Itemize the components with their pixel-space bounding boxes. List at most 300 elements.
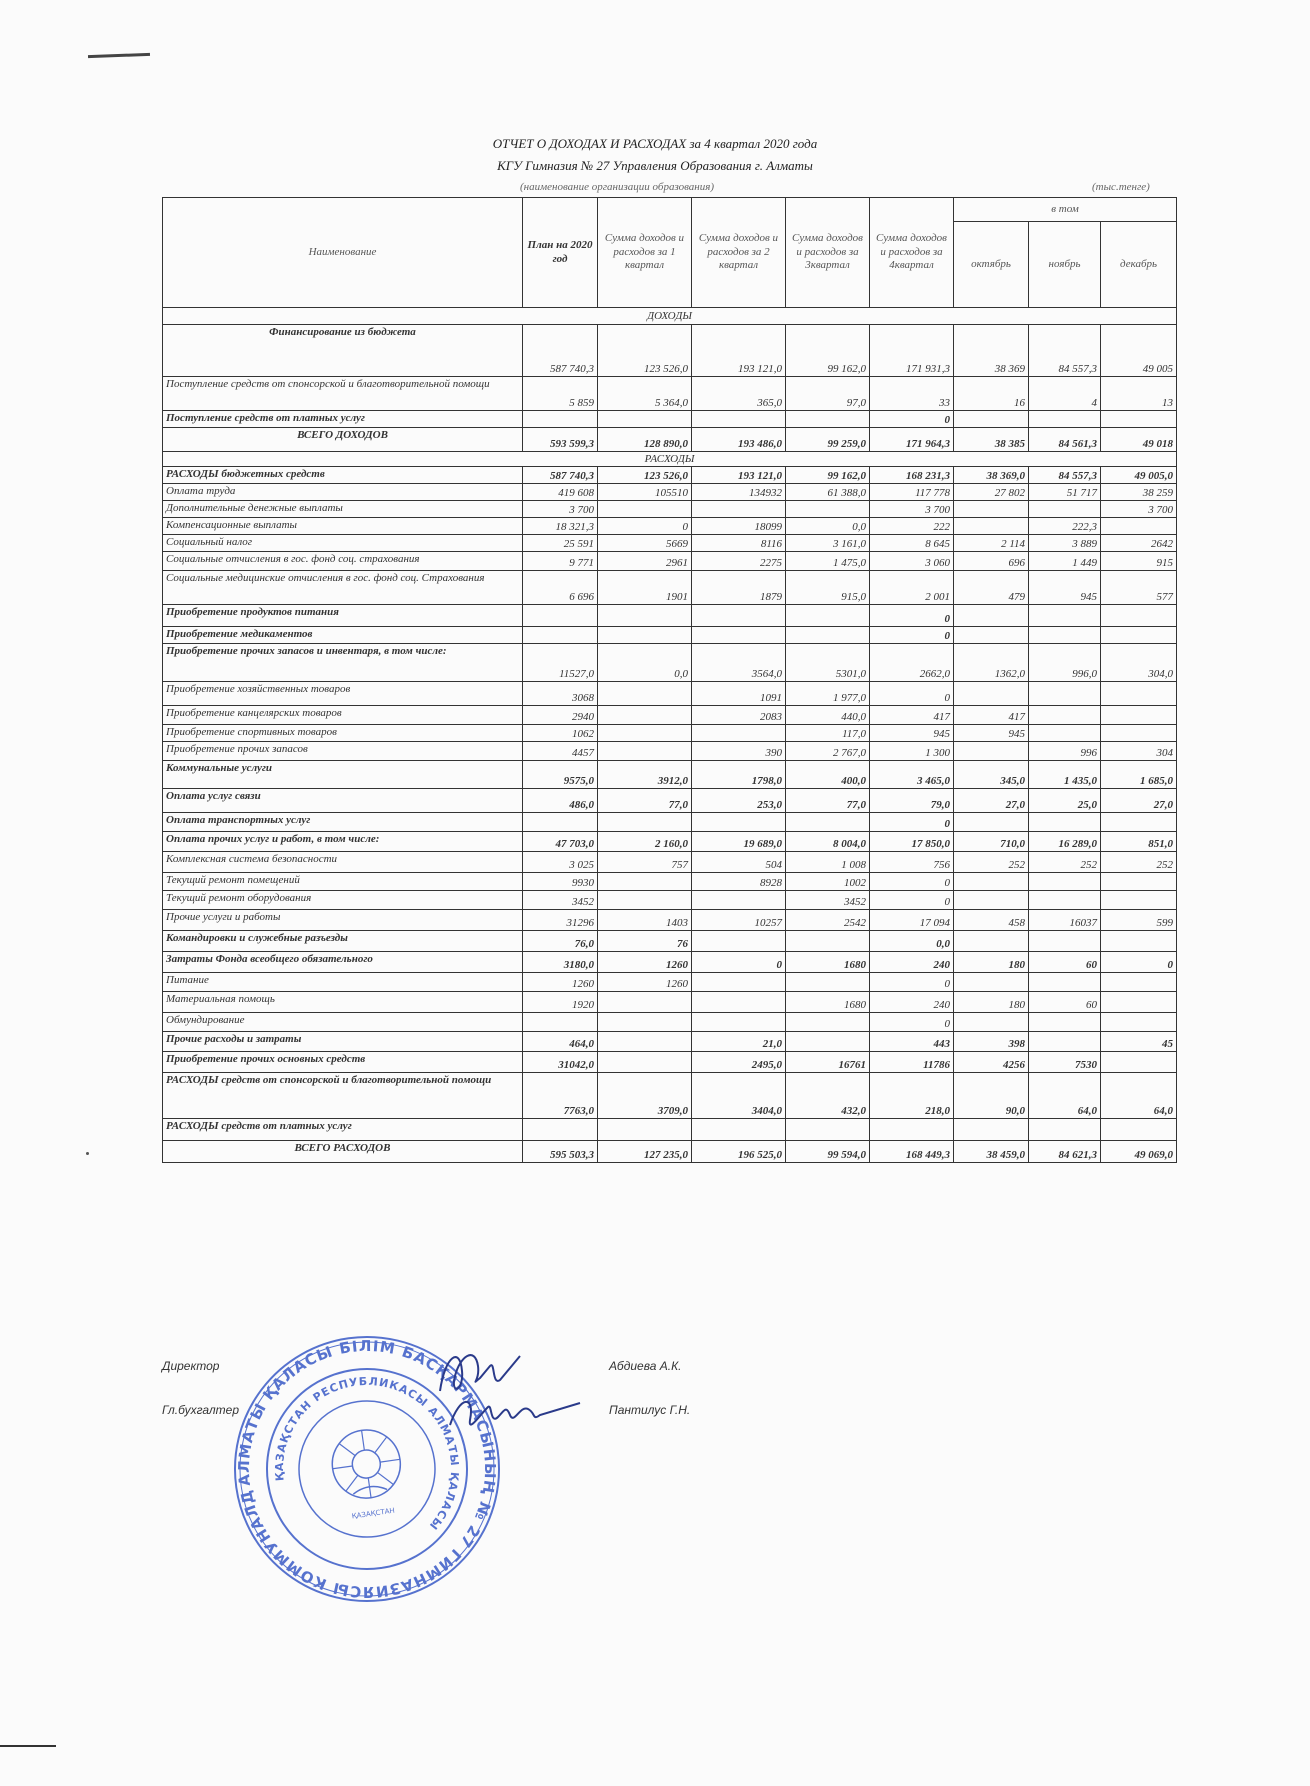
cell-q2: 193 121,0 [692,325,786,377]
cell-q1 [598,725,692,742]
cell-q4: 218,0 [870,1073,954,1119]
row-name: Коммунальные услуги [163,761,523,789]
cell-q2 [692,891,786,910]
cell-q4: 2662,0 [870,644,954,682]
cell-q3: 3452 [786,891,870,910]
cell-dec [1101,1013,1177,1032]
table-row [163,910,1177,931]
cell-plan: 1260 [523,973,598,992]
cell-q3: 1680 [786,952,870,973]
table-row [163,1032,1177,1052]
seal-center-text: ҚАЗАҚСТАН [351,1506,396,1521]
table-row [163,973,1177,992]
cell-oct [954,411,1029,428]
cell-plan: 31296 [523,910,598,931]
row-name: Компенсационные выплаты [163,518,523,535]
seal-inner-text: ҚАЗАҚСТАН РЕСПУБЛИКАСЫ АЛМАТЫ ҚАЛАСЫ [272,1374,462,1533]
cell-dec: 304,0 [1101,644,1177,682]
seal-outer-text: АЛМАТЫ ҚАЛАСЫ БІЛІМ БАСҚАРМАСЫНЫҢ № 27 ГИМНАЗИЯСЫ КОММУНАЛДЫҚ [234,1336,500,1602]
cell-q4: 0 [870,873,954,891]
director-label: Директор [162,1359,220,1373]
header-q2: Сумма доходов и расходов за 2 квартал [692,198,786,308]
cell-oct: 252 [954,852,1029,873]
row-name: Приобретение прочих запасов [163,742,523,761]
cell-q2 [692,501,786,518]
row-name: Оплата прочих услуг и работ, в том числе: [163,832,523,852]
cell-plan [523,605,598,627]
cell-q3: 99 594,0 [786,1141,870,1163]
cell-q4: 3 465,0 [870,761,954,789]
cell-oct: 2 114 [954,535,1029,552]
cell-nov [1029,891,1101,910]
cell-q1: 5 364,0 [598,377,692,411]
cell-nov: 51 717 [1029,484,1101,501]
cell-nov: 64,0 [1029,1073,1101,1119]
cell-oct: 1362,0 [954,644,1029,682]
cell-dec [1101,873,1177,891]
cell-plan [523,813,598,832]
cell-oct: 38 369 [954,325,1029,377]
cell-nov [1029,411,1101,428]
director-name: Абдиева А.К. [609,1359,682,1373]
row-name: Приобретение продуктов питания [163,605,523,627]
section-title: РАСХОДЫ [163,452,1177,467]
table-row [163,325,1177,377]
cell-oct [954,682,1029,706]
cell-q4: 117 778 [870,484,954,501]
cell-q3 [786,627,870,644]
cell-oct [954,973,1029,992]
cell-nov: 945 [1029,571,1101,605]
cell-q4: 79,0 [870,789,954,813]
cell-dec: 304 [1101,742,1177,761]
cell-dec [1101,605,1177,627]
cell-plan [523,627,598,644]
cell-q3 [786,931,870,952]
cell-q1: 3912,0 [598,761,692,789]
table-row [163,891,1177,910]
cell-plan: 3 700 [523,501,598,518]
row-name: Оплата труда [163,484,523,501]
header-oct: октябрь [954,222,1029,308]
table-row [163,706,1177,725]
cell-q2 [692,1119,786,1141]
cell-oct: 38 369,0 [954,467,1029,484]
row-name: Приобретение канцелярских товаров [163,706,523,725]
cell-q4: 2 001 [870,571,954,605]
cell-nov: 60 [1029,992,1101,1013]
cell-q1 [598,1119,692,1141]
row-name: Комплексная система безопасности [163,852,523,873]
row-name: Поступление средств от платных услуг [163,411,523,428]
cell-q4: 168 231,3 [870,467,954,484]
cell-dec [1101,706,1177,725]
cell-oct [954,742,1029,761]
cell-nov: 60 [1029,952,1101,973]
row-name: Затраты Фонда всеобщего обязательного [163,952,523,973]
cell-q3 [786,411,870,428]
header-q4: Сумма доходов и расходов за 4квартал [870,198,954,308]
table-row [163,992,1177,1013]
cell-oct [954,518,1029,535]
cell-q3: 1 977,0 [786,682,870,706]
table-row [163,571,1177,605]
accountant-name: Пантилус Г.Н. [609,1403,691,1417]
row-name: Социальные отчисления в гос. фонд соц. страхования [163,552,523,571]
cell-nov [1029,873,1101,891]
cell-dec: 577 [1101,571,1177,605]
cell-plan: 419 608 [523,484,598,501]
cell-oct: 458 [954,910,1029,931]
row-name: Дополнительные денежные выплаты [163,501,523,518]
cell-dec: 915 [1101,552,1177,571]
row-name: Оплата транспортных услуг [163,813,523,832]
cell-q1 [598,891,692,910]
cell-oct [954,501,1029,518]
cell-q1: 0,0 [598,644,692,682]
row-name: Командировки и служебные разъезды [163,931,523,952]
cell-nov: 84 621,3 [1029,1141,1101,1163]
cell-q1 [598,627,692,644]
cell-q1 [598,992,692,1013]
cell-q2: 2495,0 [692,1052,786,1073]
cell-q1 [598,873,692,891]
cell-dec: 0 [1101,952,1177,973]
cell-q3: 16761 [786,1052,870,1073]
cell-oct [954,891,1029,910]
cell-q3: 915,0 [786,571,870,605]
cell-q2: 2275 [692,552,786,571]
cell-q2 [692,931,786,952]
table-row [163,952,1177,973]
cell-q1: 76 [598,931,692,952]
row-name: Поступление средств от спонсорской и благотворительной помощи [163,377,523,411]
cell-oct [954,873,1029,891]
table-row [163,725,1177,742]
cell-plan: 3 025 [523,852,598,873]
cell-q3: 61 388,0 [786,484,870,501]
cell-plan: 3068 [523,682,598,706]
cell-oct: 945 [954,725,1029,742]
row-name: ВСЕГО РАСХОДОВ [163,1141,523,1163]
cell-q3: 2542 [786,910,870,931]
cell-dec: 2642 [1101,535,1177,552]
cell-q1: 2961 [598,552,692,571]
report-title: ОТЧЕТ О ДОХОДАХ И РАСХОДАХ за 4 квартал 2020 года [492,136,818,151]
cell-q2: 21,0 [692,1032,786,1052]
row-name: Приобретение прочих запасов и инвентаря, в том числе: [163,644,523,682]
cell-q2: 8928 [692,873,786,891]
cell-q1 [598,411,692,428]
cell-q4: 240 [870,992,954,1013]
cell-q3 [786,1032,870,1052]
table-row [163,518,1177,535]
table-row [163,1052,1177,1073]
cell-q2 [692,813,786,832]
row-name: ВСЕГО ДОХОДОВ [163,428,523,452]
cell-q2: 18099 [692,518,786,535]
cell-q2: 196 525,0 [692,1141,786,1163]
cell-dec [1101,931,1177,952]
cell-q3 [786,1119,870,1141]
cell-plan: 5 859 [523,377,598,411]
cell-q4: 17 850,0 [870,832,954,852]
cell-nov: 3 889 [1029,535,1101,552]
cell-q3: 99 162,0 [786,467,870,484]
cell-q4: 3 700 [870,501,954,518]
cell-q2: 0 [692,952,786,973]
cell-dec [1101,682,1177,706]
table-row [163,627,1177,644]
cell-plan: 11527,0 [523,644,598,682]
cell-q3: 432,0 [786,1073,870,1119]
cell-q4: 443 [870,1032,954,1052]
cell-nov [1029,605,1101,627]
cell-q4: 1 300 [870,742,954,761]
cell-q2: 134932 [692,484,786,501]
cell-plan: 31042,0 [523,1052,598,1073]
cell-nov: 84 561,3 [1029,428,1101,452]
cell-q4: 0 [870,973,954,992]
cell-q4: 11786 [870,1052,954,1073]
header-dec: декабрь [1101,222,1177,308]
cell-q3: 1 008 [786,852,870,873]
row-name: РАСХОДЫ средств от спонсорской и благотворительной помощи [163,1073,523,1119]
cell-q3: 99 162,0 [786,325,870,377]
cell-q3: 440,0 [786,706,870,725]
cell-q1 [598,1013,692,1032]
table-row [163,377,1177,411]
cell-q2: 8116 [692,535,786,552]
cell-q1: 105510 [598,484,692,501]
row-name: Материальная помощь [163,992,523,1013]
cell-nov [1029,1119,1101,1141]
header-plan: План на 2020 год [523,198,598,308]
row-name: РАСХОДЫ средств от платных услуг [163,1119,523,1141]
cell-q4: 417 [870,706,954,725]
cell-q2: 3564,0 [692,644,786,682]
cell-plan: 9930 [523,873,598,891]
cell-q4: 17 094 [870,910,954,931]
cell-dec [1101,411,1177,428]
cell-nov: 1 435,0 [1029,761,1101,789]
cell-dec [1101,725,1177,742]
header-nov: ноябрь [1029,222,1101,308]
cell-q3 [786,501,870,518]
table-row [163,832,1177,852]
cell-dec [1101,891,1177,910]
cell-dec: 38 259 [1101,484,1177,501]
cell-plan: 1062 [523,725,598,742]
cell-q3: 400,0 [786,761,870,789]
cell-oct: 180 [954,952,1029,973]
cell-nov: 84 557,3 [1029,467,1101,484]
cell-q2: 253,0 [692,789,786,813]
cell-q2 [692,1013,786,1032]
row-name: Приобретение прочих основных средств [163,1052,523,1073]
cell-q4: 240 [870,952,954,973]
cell-q4: 0 [870,1013,954,1032]
scan-artifact [0,1745,56,1747]
cell-q1 [598,682,692,706]
cell-dec: 599 [1101,910,1177,931]
cell-q3: 8 004,0 [786,832,870,852]
cell-dec: 252 [1101,852,1177,873]
cell-dec [1101,627,1177,644]
cell-q1: 77,0 [598,789,692,813]
table-row [163,644,1177,682]
cell-q3: 1680 [786,992,870,1013]
row-name: Приобретение хозяйственных товаров [163,682,523,706]
cell-plan: 593 599,3 [523,428,598,452]
scan-artifact [88,53,150,58]
cell-oct: 417 [954,706,1029,725]
cell-q1 [598,1032,692,1052]
section-income [163,308,1177,325]
cell-plan: 587 740,3 [523,325,598,377]
cell-nov [1029,931,1101,952]
section-expense [163,452,1177,467]
cell-q2 [692,605,786,627]
cell-dec: 851,0 [1101,832,1177,852]
organization-name: КГУ Гимназия № 27 Управления Образования г. Алматы [497,158,813,173]
cell-plan: 76,0 [523,931,598,952]
cell-q1: 123 526,0 [598,467,692,484]
table-row [163,873,1177,891]
cell-oct [954,1013,1029,1032]
cell-oct: 4256 [954,1052,1029,1073]
cell-q4: 0 [870,627,954,644]
cell-q3: 5301,0 [786,644,870,682]
cell-plan: 464,0 [523,1032,598,1052]
cell-q3: 2 767,0 [786,742,870,761]
cell-nov: 1 449 [1029,552,1101,571]
cell-dec [1101,992,1177,1013]
cell-q3: 97,0 [786,377,870,411]
cell-q4: 0 [870,605,954,627]
cell-q4: 3 060 [870,552,954,571]
cell-q1 [598,813,692,832]
cell-q2: 10257 [692,910,786,931]
cell-oct: 710,0 [954,832,1029,852]
cell-q4: 0 [870,813,954,832]
cell-plan: 595 503,3 [523,1141,598,1163]
table-row [163,1141,1177,1163]
cell-q4 [870,1119,954,1141]
cell-q3 [786,1013,870,1032]
cell-dec [1101,518,1177,535]
cell-q1: 128 890,0 [598,428,692,452]
cell-q3: 3 161,0 [786,535,870,552]
cell-oct: 27,0 [954,789,1029,813]
row-name: Социальные медицинские отчисления в гос. фонд соц. Страхования [163,571,523,605]
cell-q1 [598,501,692,518]
cell-oct: 398 [954,1032,1029,1052]
cell-dec: 45 [1101,1032,1177,1052]
cell-q2: 1879 [692,571,786,605]
cell-plan: 7763,0 [523,1073,598,1119]
table-row [163,605,1177,627]
cell-oct: 696 [954,552,1029,571]
cell-oct [954,627,1029,644]
cell-nov: 84 557,3 [1029,325,1101,377]
cell-q2: 504 [692,852,786,873]
cell-q3: 99 259,0 [786,428,870,452]
cell-q2: 3404,0 [692,1073,786,1119]
cell-q3: 1 475,0 [786,552,870,571]
cell-nov: 7530 [1029,1052,1101,1073]
table-row [163,789,1177,813]
cell-dec: 3 700 [1101,501,1177,518]
cell-dec: 27,0 [1101,789,1177,813]
organization-caption: (наименование организации образования) [520,181,715,193]
table-row [163,428,1177,452]
cell-dec: 49 005 [1101,325,1177,377]
cell-q2: 193 486,0 [692,428,786,452]
cell-q1 [598,742,692,761]
cell-q2 [692,411,786,428]
table-row [163,682,1177,706]
cell-oct: 16 [954,377,1029,411]
table-row [163,552,1177,571]
cell-nov [1029,706,1101,725]
cell-q4: 0,0 [870,931,954,952]
cell-dec [1101,1052,1177,1073]
cell-q1: 5669 [598,535,692,552]
cell-dec [1101,813,1177,832]
cell-q4: 0 [870,411,954,428]
state-emblem-icon [328,1426,405,1503]
section-title: ДОХОДЫ [163,308,1177,325]
cell-nov: 25,0 [1029,789,1101,813]
cell-q2 [692,992,786,1013]
cell-plan: 2940 [523,706,598,725]
table-row [163,813,1177,832]
cell-oct: 345,0 [954,761,1029,789]
cell-q4: 945 [870,725,954,742]
row-name: Социальный налог [163,535,523,552]
cell-plan: 4457 [523,742,598,761]
cell-nov [1029,973,1101,992]
table-row [163,1073,1177,1119]
report-body [163,308,1177,1163]
row-name: Текущий ремонт оборудования [163,891,523,910]
cell-plan: 1920 [523,992,598,1013]
cell-q1: 1260 [598,952,692,973]
cell-plan: 587 740,3 [523,467,598,484]
cell-q2: 1798,0 [692,761,786,789]
row-name: Приобретение медикаментов [163,627,523,644]
cell-nov [1029,813,1101,832]
table-row [163,761,1177,789]
cell-q1: 1901 [598,571,692,605]
cell-q1: 127 235,0 [598,1141,692,1163]
cell-plan: 3452 [523,891,598,910]
cell-q4: 33 [870,377,954,411]
cell-dec: 49 018 [1101,428,1177,452]
cell-q1: 1403 [598,910,692,931]
cell-q2: 193 121,0 [692,467,786,484]
cell-q1: 757 [598,852,692,873]
cell-q1: 2 160,0 [598,832,692,852]
cell-q2: 390 [692,742,786,761]
cell-plan [523,1013,598,1032]
cell-q3 [786,605,870,627]
cell-nov [1029,1013,1101,1032]
cell-q3 [786,973,870,992]
cell-q2: 1091 [692,682,786,706]
cell-nov: 4 [1029,377,1101,411]
